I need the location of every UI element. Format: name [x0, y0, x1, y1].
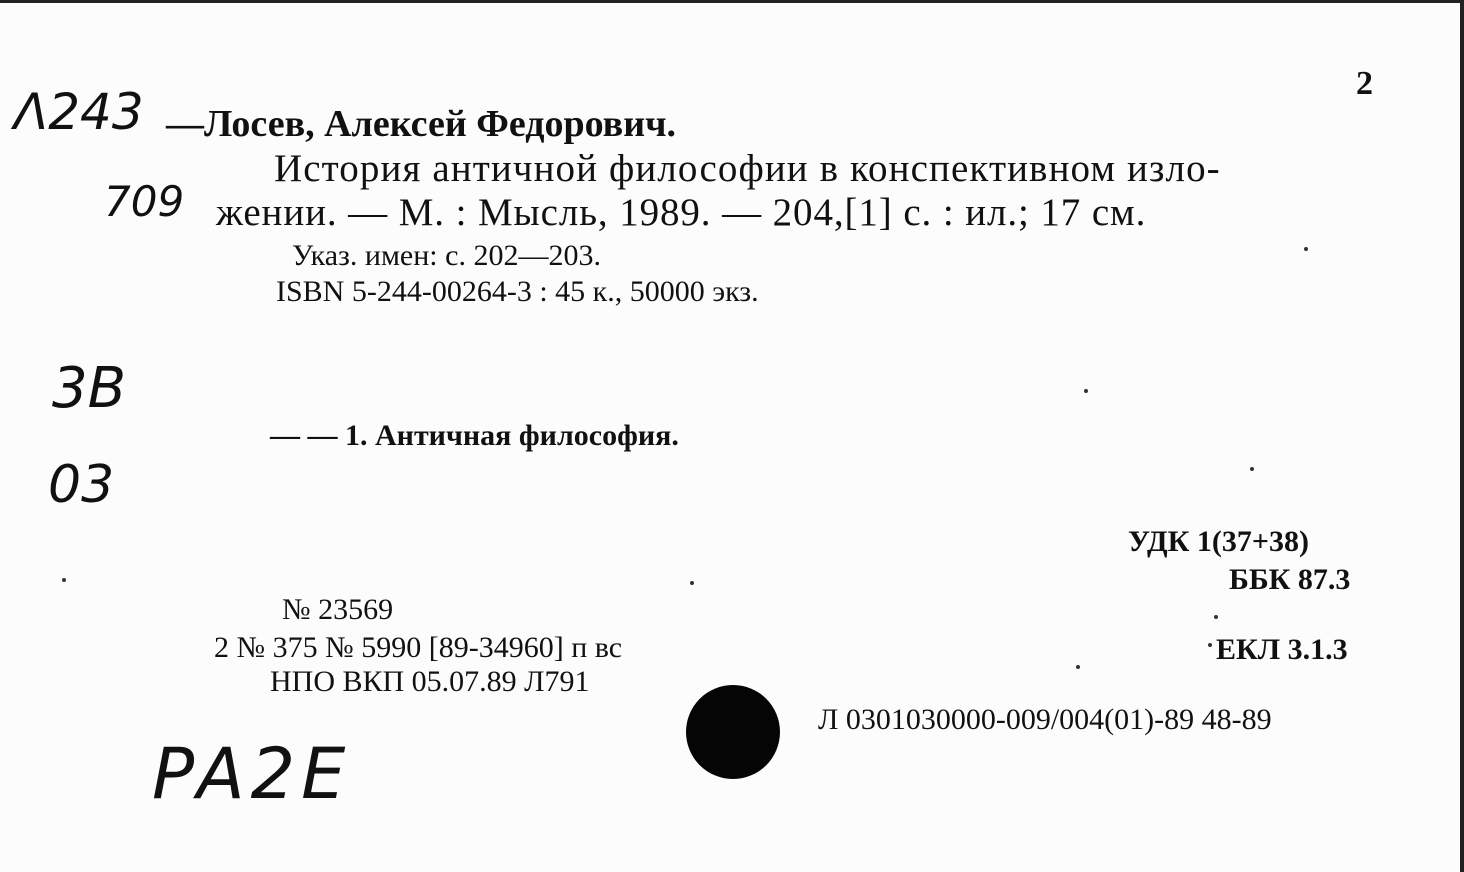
speck	[1214, 615, 1218, 619]
order-number: № 23569	[282, 593, 394, 626]
speck	[1084, 389, 1088, 393]
isbn-line: ISBN 5-244-00264-3 : 45 к., 50000 экз.	[276, 275, 759, 308]
speck	[690, 581, 694, 585]
ekl-code: ЕКЛ 3.1.3	[1216, 633, 1348, 666]
order-details: 2 № 375 № 5990 [89-34960] п вс	[214, 631, 623, 664]
print-code: Л 0301030000-009/004(01)-89 48-89	[818, 703, 1272, 736]
speck	[1250, 467, 1254, 471]
handwritten-call-number-1: Λ243	[14, 83, 144, 141]
handwritten-bottom-mark: PA2E	[152, 733, 352, 815]
speck	[1208, 643, 1212, 647]
speck	[62, 578, 66, 582]
subject-heading: — — 1. Античная философия.	[270, 419, 679, 452]
author-heading: —Лосев, Алексей Федорович.	[166, 103, 677, 145]
handwritten-mark-03: 03	[48, 455, 115, 515]
udk-code: УДК 1(37+38)	[1128, 525, 1309, 558]
speck	[1304, 247, 1308, 251]
handwritten-mark-3b: 3B	[52, 356, 127, 421]
index-note: Указ. имен: с. 202—203.	[292, 239, 601, 272]
npo-line: НПО ВКП 05.07.89 Л791	[270, 665, 590, 698]
bbk-code: ББК 87.3	[1229, 563, 1351, 596]
title-line-1: История античной философии в конспективном изло-	[274, 147, 1221, 190]
handwritten-call-number-2: 709	[104, 177, 185, 226]
title-line-2: жении. — М. : Мысль, 1989. — 204,[1] с. : ил.; 17 см.	[216, 191, 1147, 234]
card-number: 2	[1356, 65, 1373, 102]
speck	[1076, 665, 1080, 669]
punch-hole	[686, 685, 780, 779]
